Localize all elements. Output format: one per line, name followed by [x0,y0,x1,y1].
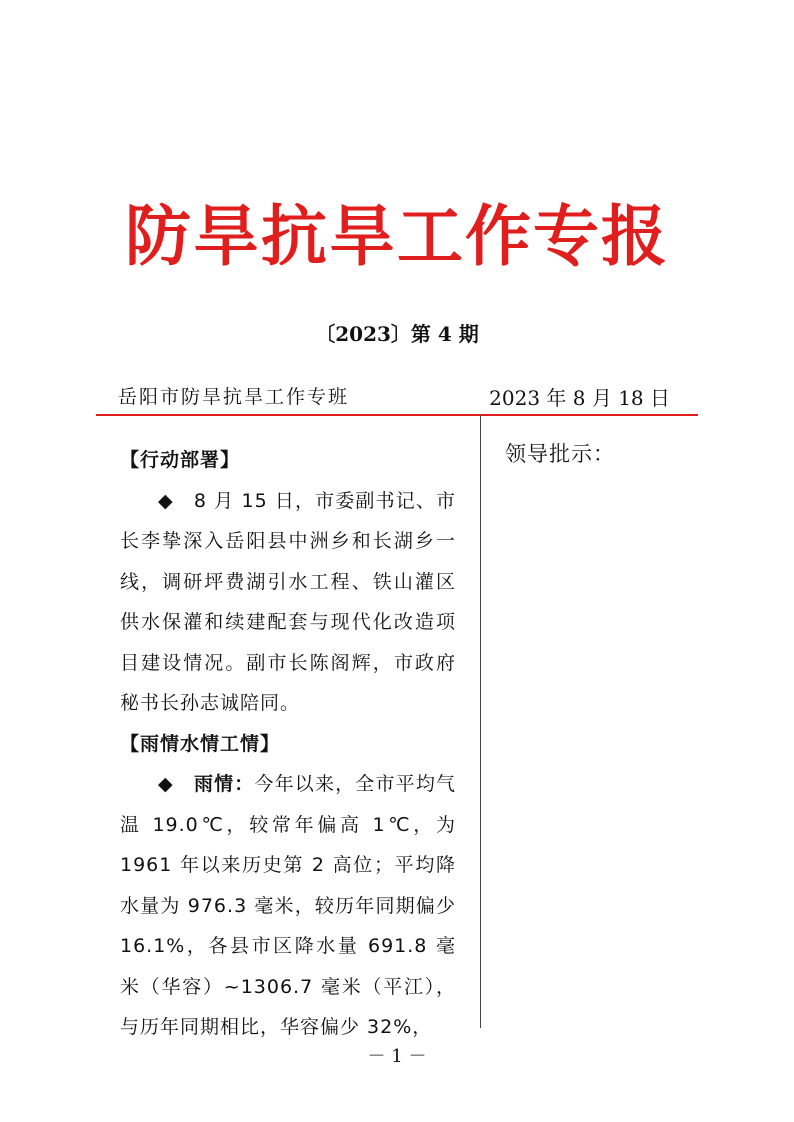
section-rain-paragraph [120,764,456,1048]
issue-number: 〔2023〕第 4 期 [315,322,479,346]
issuing-organization: 岳阳市防旱抗旱工作专班 [118,386,350,408]
column-divider [480,415,481,1028]
section-action-paragraph: ◆ 8 月 15 日，市委副书记、市长李挚深入岳阳县中洲乡和长湖乡一线，调研坪费湖引水工程、铁山灌区供水保灌和续建配套与现代化改造项目建设情况。副市长陈阁辉，市政府秘书长孙志诚陪同。 [120,489,456,714]
rain-text: 今年以来，全市平均气温 19.0℃，较常年偏高 1℃，为 1961 年以来历史第 2 高位；平均降水量为 976.3 毫米，较历年同期偏少 16.1%，各县市区降水量 691.8 毫米（华容）~1306.7 毫米（平江），与历年同期相比，华容偏少 32%， [120,773,456,1038]
leader-instructions-label: 领导批示： [505,442,615,466]
main-content [120,440,456,1048]
page-number: － 1 － [367,1046,427,1067]
rain-keyword: ◆ 雨情： [158,773,255,795]
issue-date: 2023 年 8 月 18 日 [489,386,670,410]
section-title-action: 【行动部署】 [120,449,241,471]
section-title-rain-water: 【雨情水情工情】 [120,732,281,755]
header-divider [96,414,698,416]
report-title: 防旱抗旱工作专报 [125,197,669,275]
